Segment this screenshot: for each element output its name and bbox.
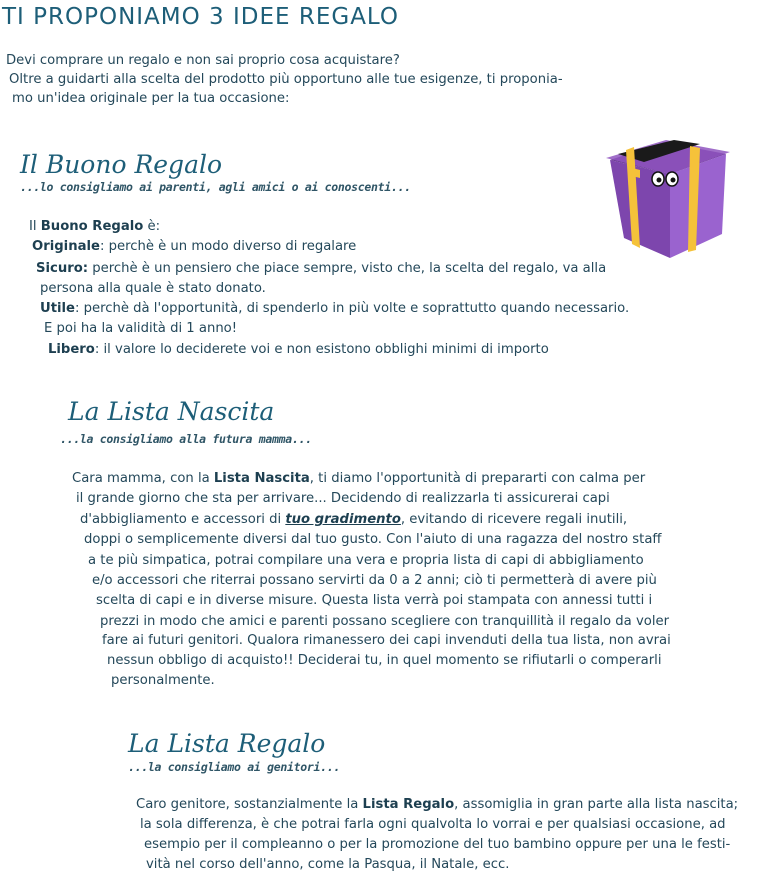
regalo-line-1-bold: Lista Regalo [362, 797, 455, 812]
intro-line-1: Devi comprare un regalo e non sai proprio cosa acquistare? [6, 53, 400, 68]
regalo-line-4: vità nel corso dell'anno, come la Pasqua, il Natale, ecc. [146, 857, 510, 872]
buono-intro [29, 219, 160, 234]
nascita-line-5: a te più simpatica, potrai compilare una vera e propria lista di capi di abbigliamento [88, 553, 644, 568]
nascita-line-9: fare ai futuri genitori. Qualora rimanessero dei capi invenduti della tua lista, non avrai [102, 633, 671, 648]
buono-item-text: : perchè dà l'opportunità, di spenderlo in più volte e soprattutto quando necessario. [75, 301, 630, 316]
buono-item-originale [32, 239, 356, 254]
page-title: TI PROPONIAMO 3 IDEE REGALO [2, 4, 400, 30]
nascita-subtitle: ...la consigliamo alla futura mamma... [60, 432, 312, 446]
nascita-line-3-pre: d'abbigliamento e accessori di [80, 512, 286, 527]
gift-box-icon [604, 138, 732, 262]
buono-intro-bold: Buono Regalo [40, 219, 144, 234]
nascita-line-3-post: , evitando di ricevere regali inutili, [400, 512, 628, 527]
buono-item-sicuro-cont: persona alla quale è stato donato. [40, 281, 266, 296]
buono-intro-pre: Il [29, 219, 41, 234]
regalo-subtitle: ...la consigliamo ai genitori... [128, 760, 340, 774]
intro-line-3: mo un'idea originale per la tua occasione: [12, 91, 290, 106]
intro-line-2: Oltre a guidarti alla scelta del prodotto più opportuno alle tue esigenze, ti proponia- [9, 72, 563, 87]
regalo-line-2: la sola differenza, è che potrai farla ogni qualvolta lo vorrai e per qualsiasi occasione, ad [140, 817, 726, 832]
nascita-line-8: prezzi in modo che amici e parenti possano scegliere con tranquillità il regalo da voler [100, 614, 670, 629]
regalo-line-1 [136, 797, 738, 812]
nascita-line-7: scelta di capi e in diverse misure. Questa lista verrà poi stampata con annessi tutti i [96, 593, 653, 608]
nascita-line-3 [80, 512, 627, 527]
nascita-line-11: personalmente. [111, 673, 215, 688]
buono-intro-post: è: [143, 219, 161, 234]
buono-item-label: Originale [32, 239, 100, 254]
nascita-line-6: e/o accessori che riterrai possano servirti da 0 a 2 anni; ciò ti permetterà di avere più [92, 573, 657, 588]
buono-item-label: Libero [48, 342, 95, 357]
regalo-line-1-pre: Caro genitore, sostanzialmente la [136, 797, 363, 812]
nascita-line-10: nessun obbligo di acquisto!! Deciderai tu, in quel momento se rifiutarli o comperarli [107, 653, 662, 668]
buono-item-utile [40, 301, 629, 316]
nascita-line-2: il grande giorno che sta per arrivare... Decidendo di realizzarla ti assicurerai capi [76, 491, 610, 506]
buono-item-text: perchè è un pensiero che piace sempre, visto che, la scelta del regalo, va alla [88, 261, 607, 276]
regalo-line-1-post: , assomiglia in gran parte alla lista nascita; [454, 797, 739, 812]
buono-item-utile-cont: E poi ha la validità di 1 anno! [44, 321, 238, 336]
buono-title: Il Buono Regalo [20, 150, 223, 179]
nascita-line-1 [72, 471, 645, 486]
buono-item-sicuro [36, 261, 606, 276]
buono-item-libero [48, 342, 549, 357]
nascita-line-3-underlined: tuo gradimento [285, 512, 401, 527]
nascita-title: La Lista Nascita [68, 397, 275, 426]
nascita-line-4: doppi o semplicemente diversi dal tuo gusto. Con l'aiuto di una ragazza del nostro staff [84, 532, 662, 547]
nascita-line-1-bold: Lista Nascita [213, 471, 310, 486]
nascita-line-1-pre: Cara mamma, con la [72, 471, 214, 486]
buono-item-text: : perchè è un modo diverso di regalare [99, 239, 357, 254]
buono-item-label: Utile [40, 301, 75, 316]
buono-subtitle: ...lo consigliamo ai parenti, agli amici o ai conoscenti... [20, 180, 411, 194]
nascita-line-1-post: , ti diamo l'opportunità di prepararti con calma per [309, 471, 646, 486]
buono-item-text: : il valore lo deciderete voi e non esistono obblighi minimi di importo [94, 342, 549, 357]
regalo-title: La Lista Regalo [128, 729, 326, 758]
buono-item-label: Sicuro: [36, 261, 89, 276]
regalo-line-3: esempio per il compleanno o per la promozione del tuo bambino oppure per una le festi- [144, 837, 731, 852]
